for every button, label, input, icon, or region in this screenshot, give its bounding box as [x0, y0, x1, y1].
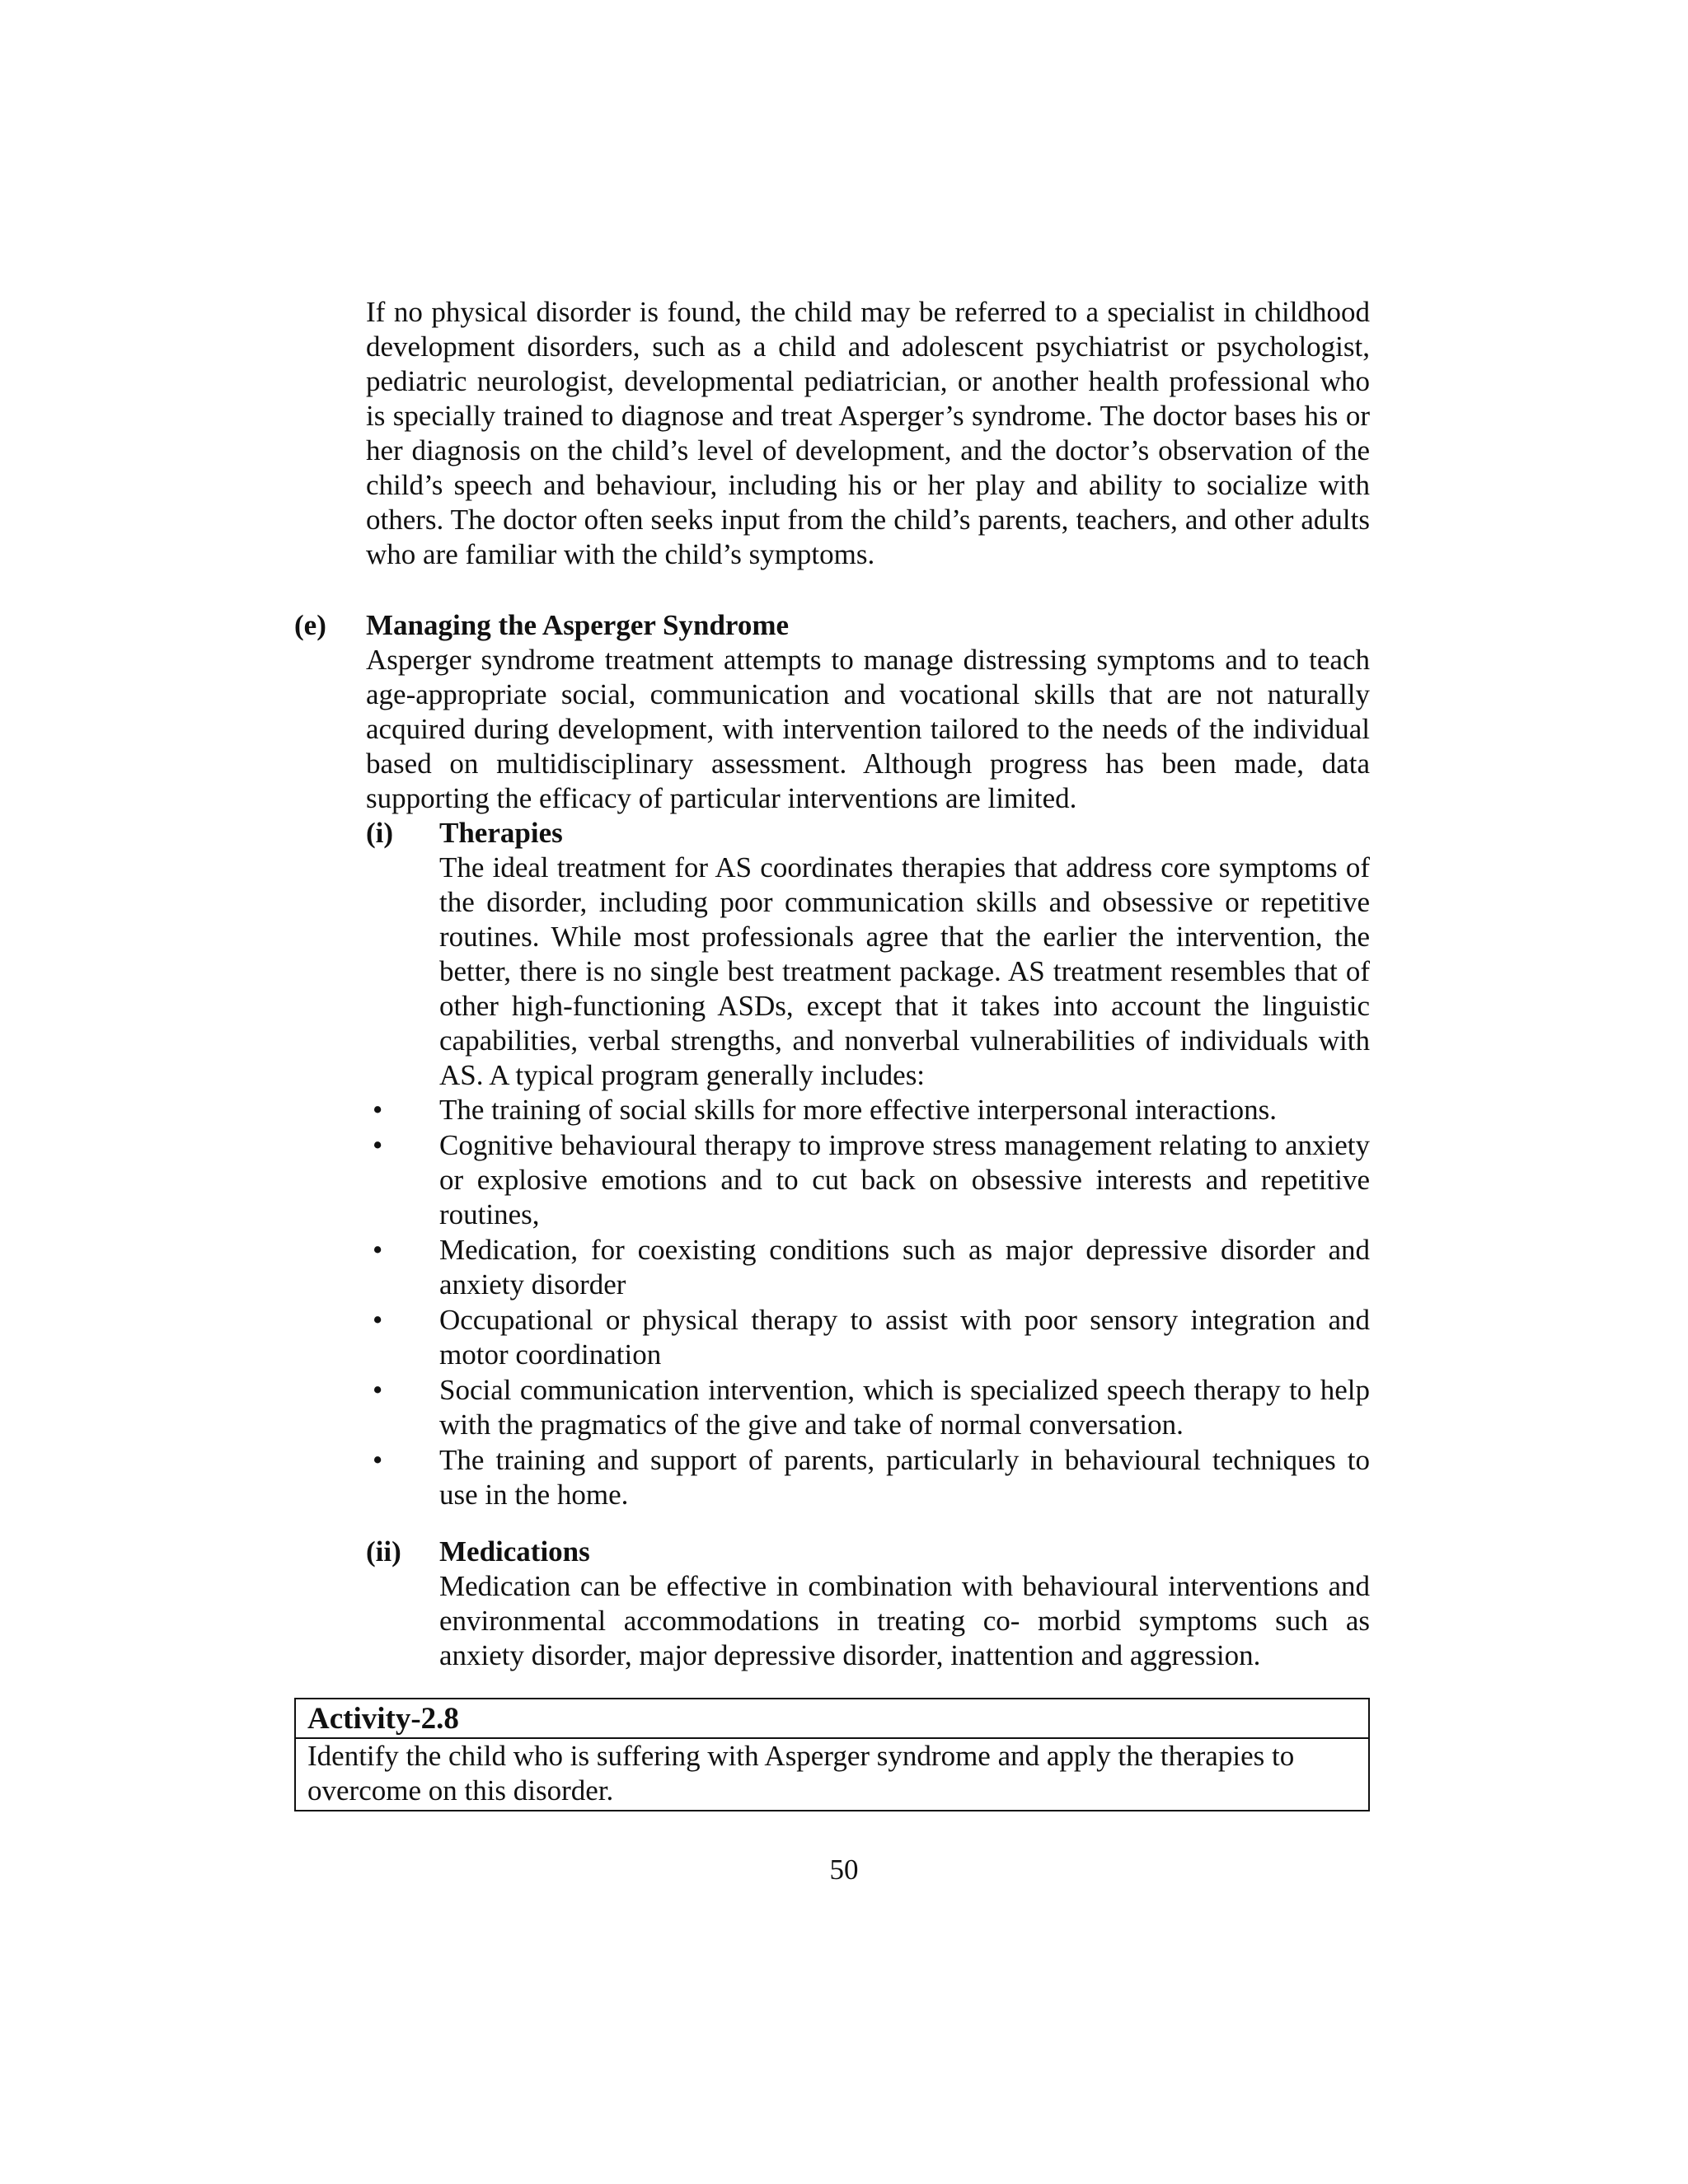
list-item [366, 1093, 1370, 1127]
spacer [366, 1513, 1370, 1535]
bullet-icon: • [373, 1444, 383, 1476]
list-item [366, 1373, 1370, 1442]
subsection-heading: Medications [439, 1535, 590, 1568]
bullet-icon: • [373, 1234, 383, 1266]
therapies-paragraph: The ideal treatment for AS coordinates therapies that address core symptoms of the disorder, including poor communication skills and obsessive or repetitive routines. While most professionals agree that the earlier the intervention, the better, there is no single best treatment package. AS treatment resembles that of other high-functioning ASDs, except that it takes into account the linguistic capabilities, verbal strengths, and nonverbal vulnerabilities of individuals with AS. A typical program generally includes: [439, 851, 1370, 1091]
list-item [366, 1303, 1370, 1372]
activity-title: Activity-2.8 [296, 1699, 1368, 1739]
subsection-heading: Therapies [439, 817, 563, 849]
list-item [366, 1443, 1370, 1512]
section-paragraph: Asperger syndrome treatment attempts to manage distressing symptoms and to teach age-appropriate social, communication and vocational skills that are not naturally acquired during development, with intervention tailored to the needs of the individual based on multidisciplinary assessment. Although progress has been made, data supporting the efficacy of particular interventions are limited. [366, 644, 1370, 814]
subsection-label: (ii) [366, 1535, 401, 1568]
subsection-body [439, 1535, 1370, 1673]
intro-paragraph: If no physical disorder is found, the child may be referred to a specialist in childhood development disorders, such as a child and adolescent psychiatrist or psychologist, pediatric neurologist, developmental pediatrician, or another health professional who is specially trained to diagnose and treat Asperger’s syndrome. The doctor bases his or her diagnosis on the child’s level of development, and the doctor’s observation of the child’s speech and behaviour, including his or her play and ability to socialize with others. The doctor often seeks input from the child’s parents, teachers, and other adults who are familiar with the child’s symptoms. [366, 296, 1370, 570]
section-managing-asperger [294, 608, 1370, 1673]
activity-box [294, 1698, 1370, 1811]
section-body [366, 608, 1370, 1673]
list-item-text: The training and support of parents, particularly in behavioural techniques to use in the home. [439, 1444, 1370, 1511]
section-heading: Managing the Asperger Syndrome [366, 609, 790, 641]
bullet-icon: • [373, 1129, 383, 1161]
list-item [366, 1128, 1370, 1232]
therapies-list [366, 1093, 1370, 1512]
list-item [366, 1233, 1370, 1302]
medications-paragraph: Medication can be effective in combination with behavioural interventions and environmental accommodations in treating co- morbid symptoms such as anxiety disorder, major depressive disorder, inattention and aggression. [439, 1570, 1370, 1671]
list-item-text: Medication, for coexisting conditions such as major depressive disorder and anxiety disorder [439, 1234, 1370, 1301]
bullet-icon: • [373, 1094, 383, 1126]
subsection-label: (i) [366, 817, 394, 849]
section-label: (e) [294, 609, 326, 641]
activity-text: Identify the child who is suffering with Asperger syndrome and apply the therapies to overcome on this disorder. [307, 1740, 1295, 1807]
subsection-body [439, 816, 1370, 1093]
bullet-icon: • [373, 1304, 383, 1336]
list-item-text: Occupational or physical therapy to assist with poor sensory integration and motor coordination [439, 1304, 1370, 1371]
page-number: 50 [829, 1854, 859, 1886]
subsection-medications [366, 1535, 1370, 1673]
bullet-icon: • [373, 1374, 383, 1406]
subsection-therapies [366, 816, 1370, 1512]
list-item-text: Cognitive behavioural therapy to improve stress management relating to anxiety or explosive emotions and to cut back on obsessive interests and repetitive routines, [439, 1129, 1370, 1230]
list-item-text: The training of social skills for more effective interpersonal interactions. [439, 1094, 1277, 1126]
list-item-text: Social communication intervention, which is specialized speech therapy to help with the pragmatics of the give and take of normal conversation. [439, 1374, 1370, 1441]
